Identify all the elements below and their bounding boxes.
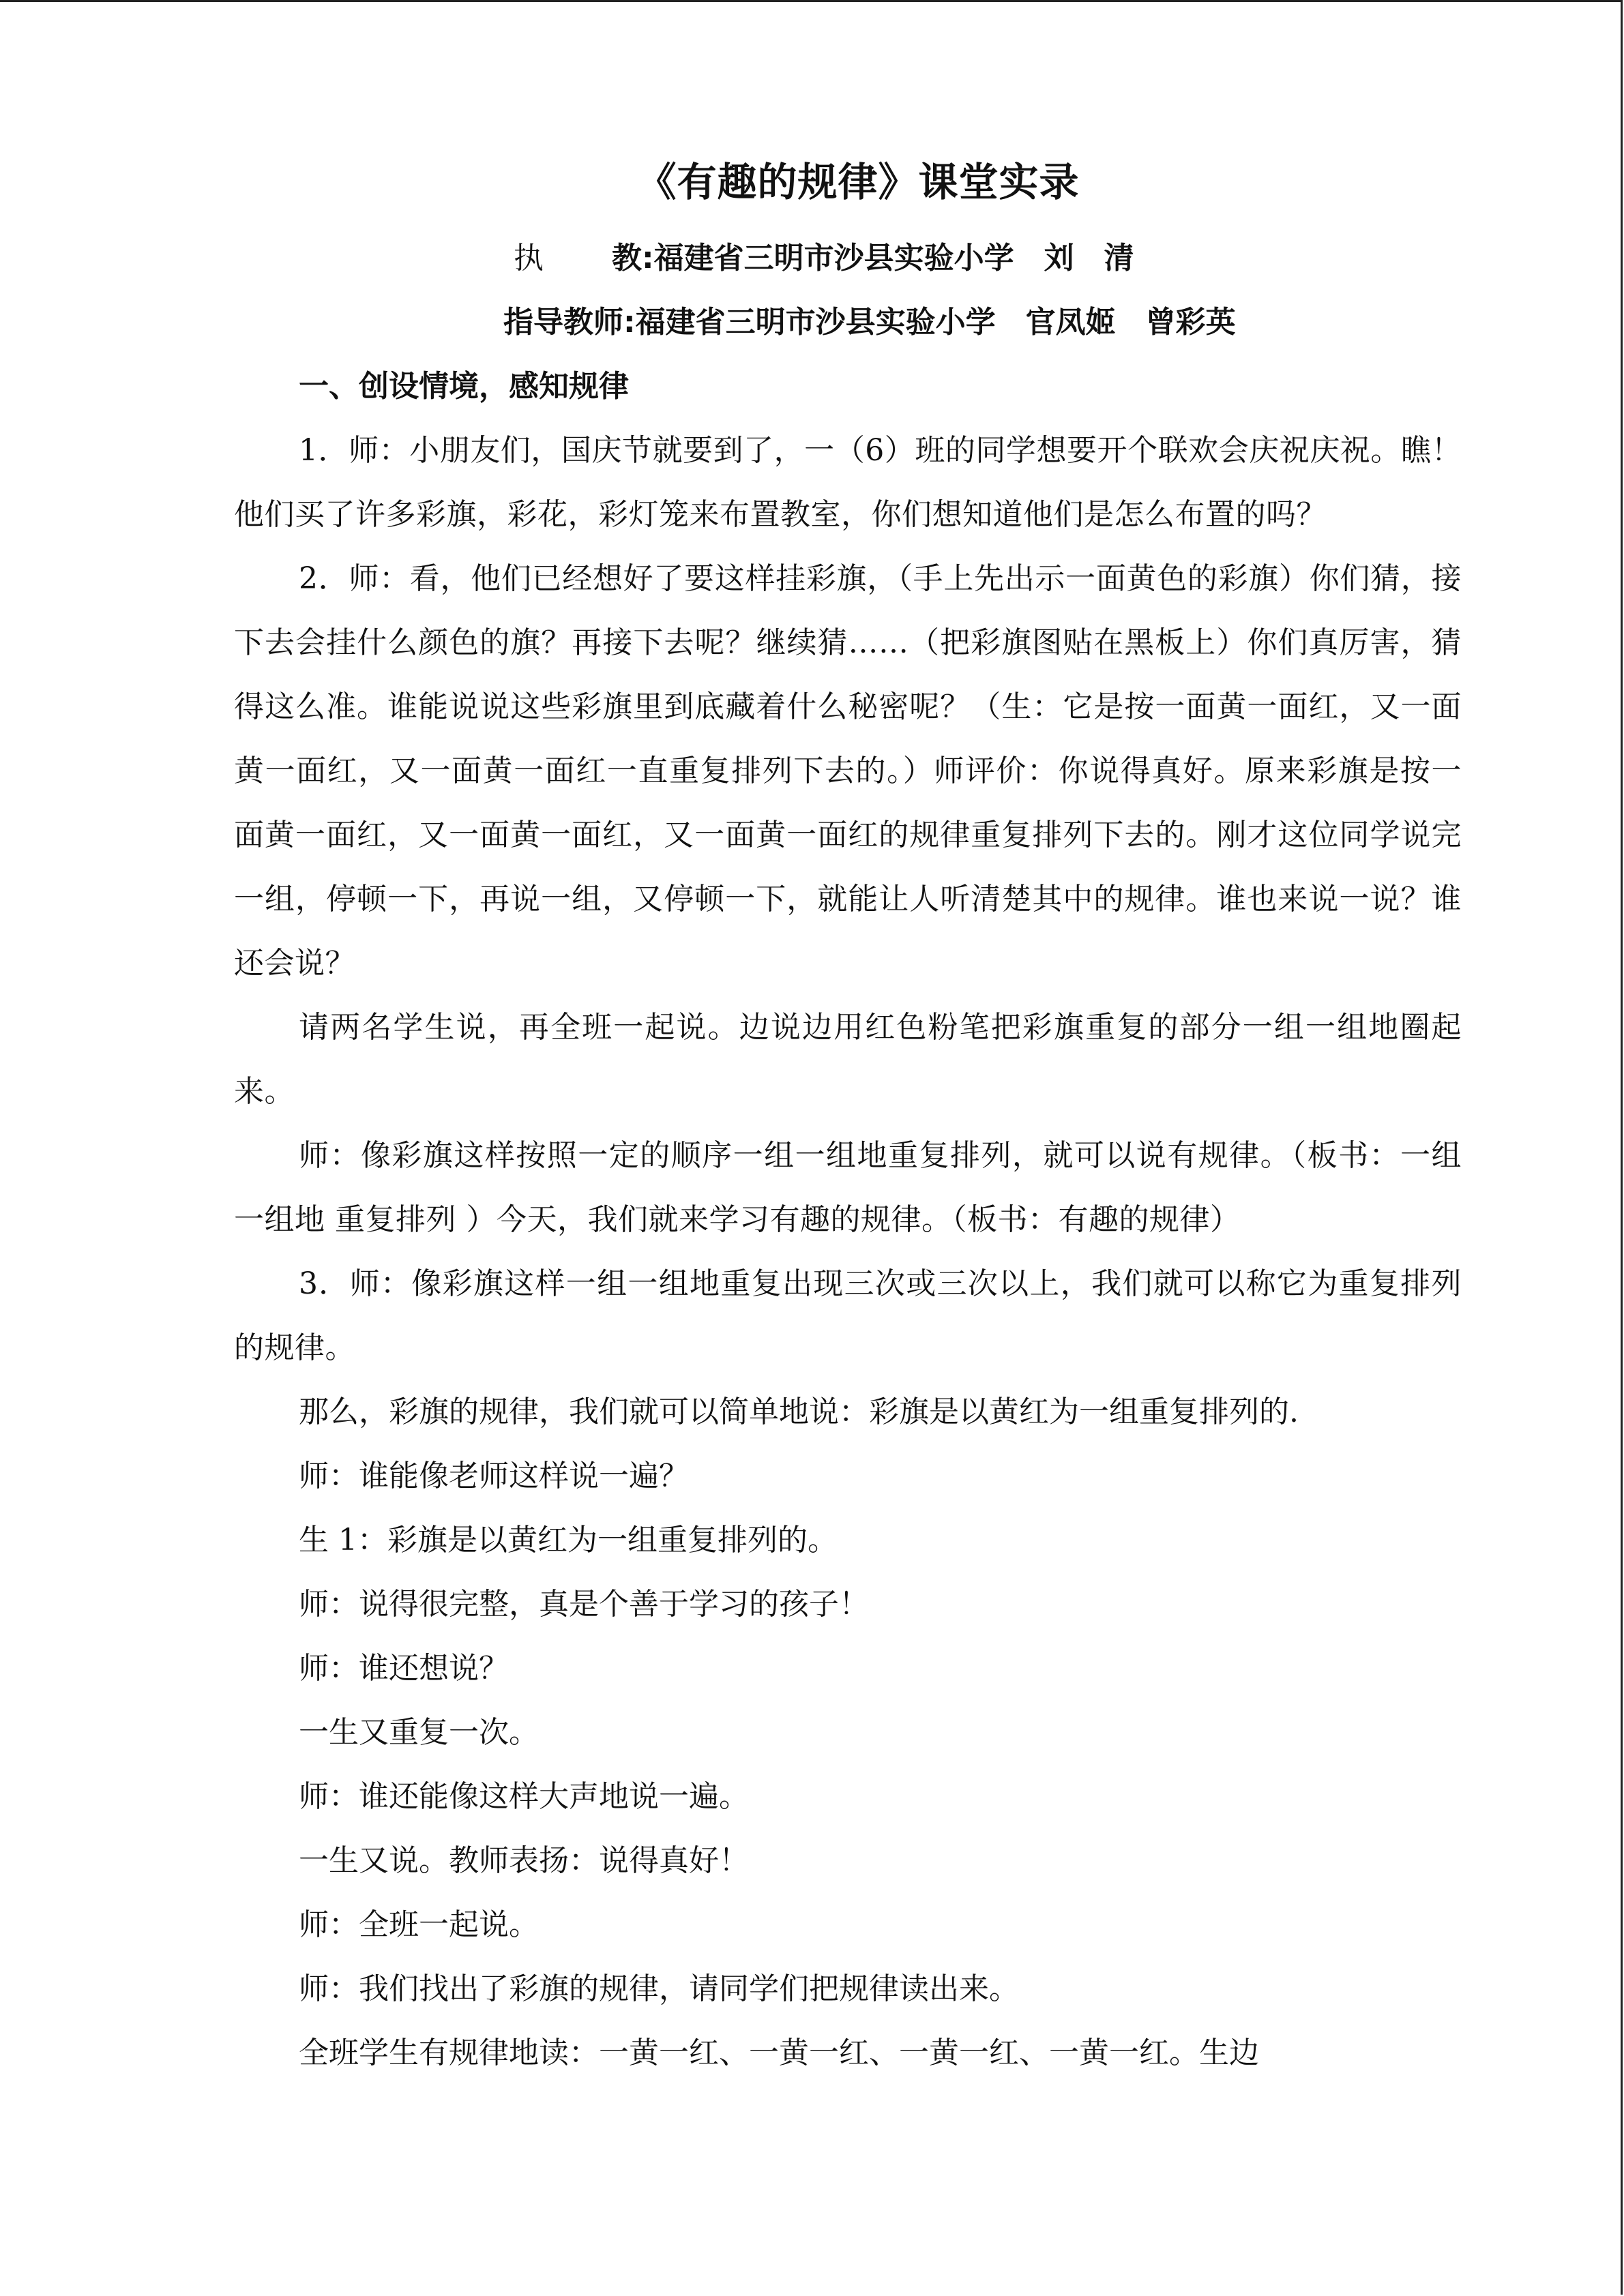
line-6: 一生又重复一次。 [299, 1715, 539, 1750]
line-3: 生 1：彩旗是以黄红为一组重复排列的。 [299, 1523, 838, 1557]
paragraph-4: 师：像彩旗这样按照一定的顺序一组一组地重复排列，就可以说有规律。（板书：一组一组地 重复排列 ）今天，我们就来学习有趣的规律。（板书：有趣的规律） [234, 1138, 1462, 1237]
line-9: 师：全班一起说。 [299, 1907, 539, 1942]
paragraph-5: 3．师：像彩旗这样一组一组地重复出现三次或三次以上，我们就可以称它为重复排列的规律。 [234, 1266, 1462, 1365]
paragraph-2: 2．师：看，他们已经想好了要这样挂彩旗，（手上先出示一面黄色的彩旗）你们猜，接下去会挂什么颜色的旗？再接下去呢？继续猜……（把彩旗图贴在黑板上）你们真厉害，猜得这么准。谁能说说这些彩旗里到底藏着什么秘密呢？（生：它是按一面黄一面红，又一面黄一面红，又一面黄一面红一直重复排列下去的。）师评价：你说得真好。原来彩旗是按一面黄一面红，又一面黄一面红，又一面黄一面红的规律重复排列下去的。刚才这位同学说完一组，停顿一下，再说一组，又停顿一下，就能让人听清楚其中的规律。谁也来说一说？谁还会说？ [234, 561, 1462, 981]
line-4: 师：说得很完整，真是个善于学习的孩子！ [299, 1587, 869, 1622]
line-8: 一生又说。教师表扬：说得真好！ [299, 1843, 749, 1878]
paragraph-3: 请两名学生说，再全班一起说。边说边用红色粉笔把彩旗重复的部分一组一组地圈起来。 [234, 1010, 1462, 1109]
paragraph-1: 1．师：小朋友们，国庆节就要到了，一（6）班的同学想要开个联欢会庆祝庆祝。瞧！他们买了许多彩旗，彩花，彩灯笼来布置教室，你们想知道他们是怎么布置的吗？ [234, 433, 1462, 532]
advisor-line [234, 290, 1462, 355]
instructor-label-1: 执 [514, 241, 544, 275]
line-11: 全班学生有规律地读：一黄一红、一黄一红、一黄一红、一黄一红。生边 [299, 2036, 1259, 2070]
advisor-label: 指导教师: [503, 305, 636, 340]
document-body [234, 150, 1462, 2085]
section-heading: 一、创设情境，感知规律 [299, 369, 629, 404]
instructor-line [234, 226, 1462, 290]
line-7: 师：谁还能像这样大声地说一遍。 [299, 1779, 749, 1814]
line-5: 师：谁还想说？ [299, 1651, 509, 1686]
instructor-label-2: 教: [612, 241, 654, 275]
line-10: 师：我们找出了彩旗的规律，请同学们把规律读出来。 [299, 1971, 1019, 2006]
document-title: 《有趣的规律》课堂实录 [636, 159, 1080, 205]
instructor-value: 福建省三明市沙县实验小学 刘 清 [653, 241, 1134, 275]
advisor-value: 福建省三明市沙县实验小学 官凤姬 曾彩英 [635, 305, 1236, 340]
line-2: 师：谁能像老师这样说一遍？ [299, 1459, 689, 1493]
line-1: 那么，彩旗的规律，我们就可以简单地说：彩旗是以黄红为一组重复排列的. [299, 1395, 1299, 1429]
